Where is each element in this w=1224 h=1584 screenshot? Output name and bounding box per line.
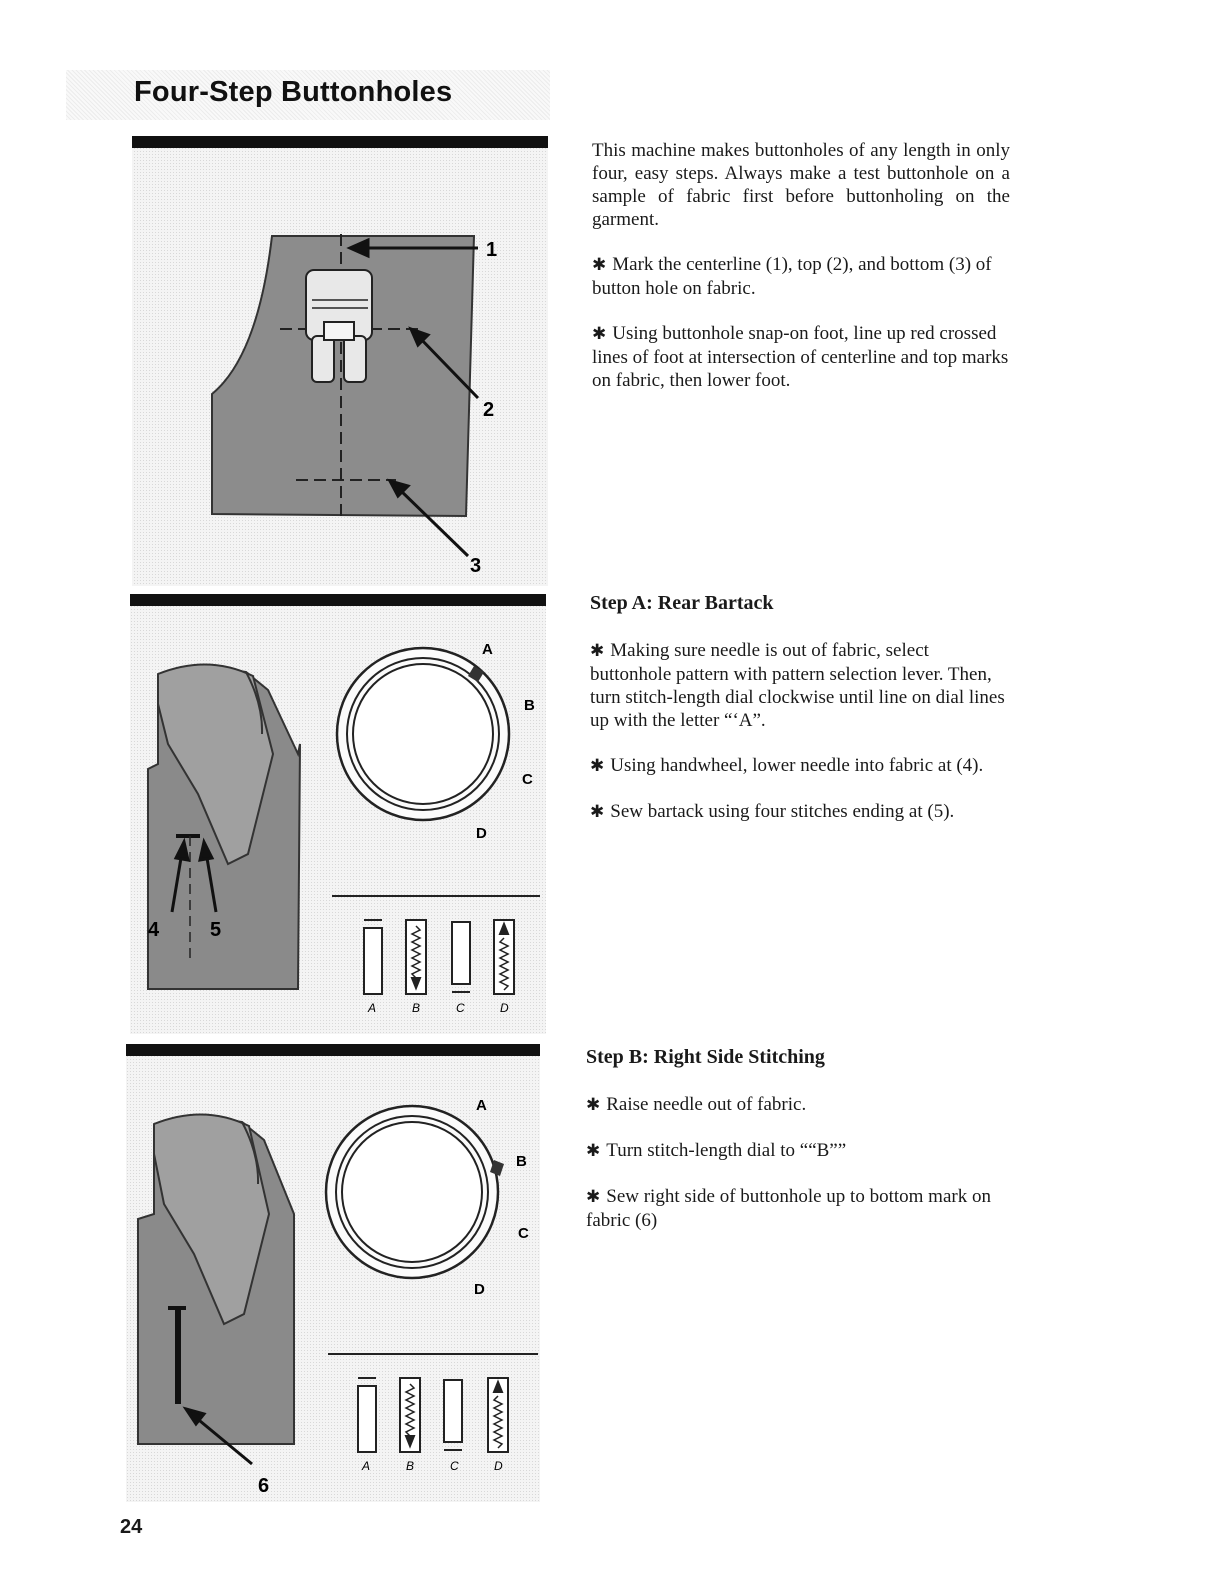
step-b-bullet: ✱ Turn stitch-length dial to ““B”” — [586, 1140, 847, 1161]
section-bar — [132, 136, 548, 148]
dial-letter-a: A — [482, 641, 493, 658]
dial-letter-c: C — [518, 1225, 529, 1242]
intro-section — [592, 139, 1010, 414]
pattern-letter-c: C — [450, 1459, 459, 1473]
asterisk-icon: ✱ — [586, 1141, 601, 1161]
dial-letter-d: D — [476, 825, 487, 842]
page-number: 24 — [120, 1516, 143, 1538]
step-b-heading: Step B: Right Side Stitching — [586, 1046, 825, 1068]
asterisk-icon: ✱ — [592, 255, 607, 275]
step-a-section — [590, 592, 1008, 846]
callout-3: 3 — [470, 555, 482, 577]
garment-collar — [138, 1114, 294, 1444]
pattern-letter-d: D — [494, 1459, 503, 1473]
step-a-bullet: ✱ Using handwheel, lower needle into fabric at (4). — [590, 755, 984, 776]
intro-paragraph: This machine makes buttonholes of any length in only four, easy steps. Always make a test buttonhole on a sample of fabric first before buttonholing on the garment. — [592, 140, 1010, 230]
callout-5: 5 — [210, 919, 222, 941]
callout-4: 4 — [148, 919, 160, 941]
section-bar — [126, 1044, 540, 1056]
page-title: Four-Step Buttonholes — [134, 76, 453, 108]
callout-2: 2 — [483, 399, 495, 421]
asterisk-icon: ✱ — [590, 802, 605, 822]
asterisk-icon: ✱ — [590, 756, 605, 776]
callout-6: 6 — [258, 1475, 270, 1497]
figure-marking — [128, 136, 552, 586]
figure-step-b — [124, 1044, 542, 1502]
pattern-letter-d: D — [500, 1001, 509, 1015]
dial-letter-b: B — [524, 697, 535, 714]
dial-letter-b: B — [516, 1153, 527, 1170]
callout-1: 1 — [486, 239, 498, 261]
step-a-bullet: ✱ Making sure needle is out of fabric, select buttonhole pattern with pattern selection lever. Then, turn stitch-length dial clockwise until line on dial lines up with the letter “‘A”. — [590, 640, 1005, 731]
pattern-letter-b: B — [412, 1001, 421, 1015]
asterisk-icon: ✱ — [590, 641, 605, 661]
step-b-section — [586, 1046, 1004, 1254]
intro-bullet: ✱ Using buttonhole snap-on foot, line up red crossed lines of foot at intersection of centerline and top marks on fabric, then lower foot. — [592, 323, 1009, 391]
figure-step-a — [128, 594, 548, 1034]
step-b-bullet: ✱ Raise needle out of fabric. — [586, 1094, 807, 1115]
dial-letter-a: A — [476, 1097, 487, 1114]
pattern-letter-c: C — [456, 1001, 465, 1015]
garment-collar — [148, 664, 300, 989]
dial-letter-c: C — [522, 771, 533, 788]
asterisk-icon: ✱ — [592, 324, 607, 344]
pattern-letter-a: A — [368, 1001, 377, 1015]
pattern-letter-a: A — [362, 1459, 371, 1473]
section-bar — [130, 594, 546, 606]
dial-letter-d: D — [474, 1281, 485, 1298]
asterisk-icon: ✱ — [586, 1095, 601, 1115]
step-a-bullet: ✱ Sew bartack using four stitches ending at (5). — [590, 801, 955, 822]
asterisk-icon: ✱ — [586, 1187, 601, 1207]
step-a-heading: Step A: Rear Bartack — [590, 592, 774, 614]
step-b-bullet: ✱ Sew right side of buttonhole up to bottom mark on fabric (6) — [586, 1186, 991, 1231]
intro-bullet: ✱ Mark the centerline (1), top (2), and bottom (3) of button hole on fabric. — [592, 254, 992, 299]
pattern-letter-b: B — [406, 1459, 415, 1473]
stitch-length-dial-icon — [337, 648, 509, 820]
